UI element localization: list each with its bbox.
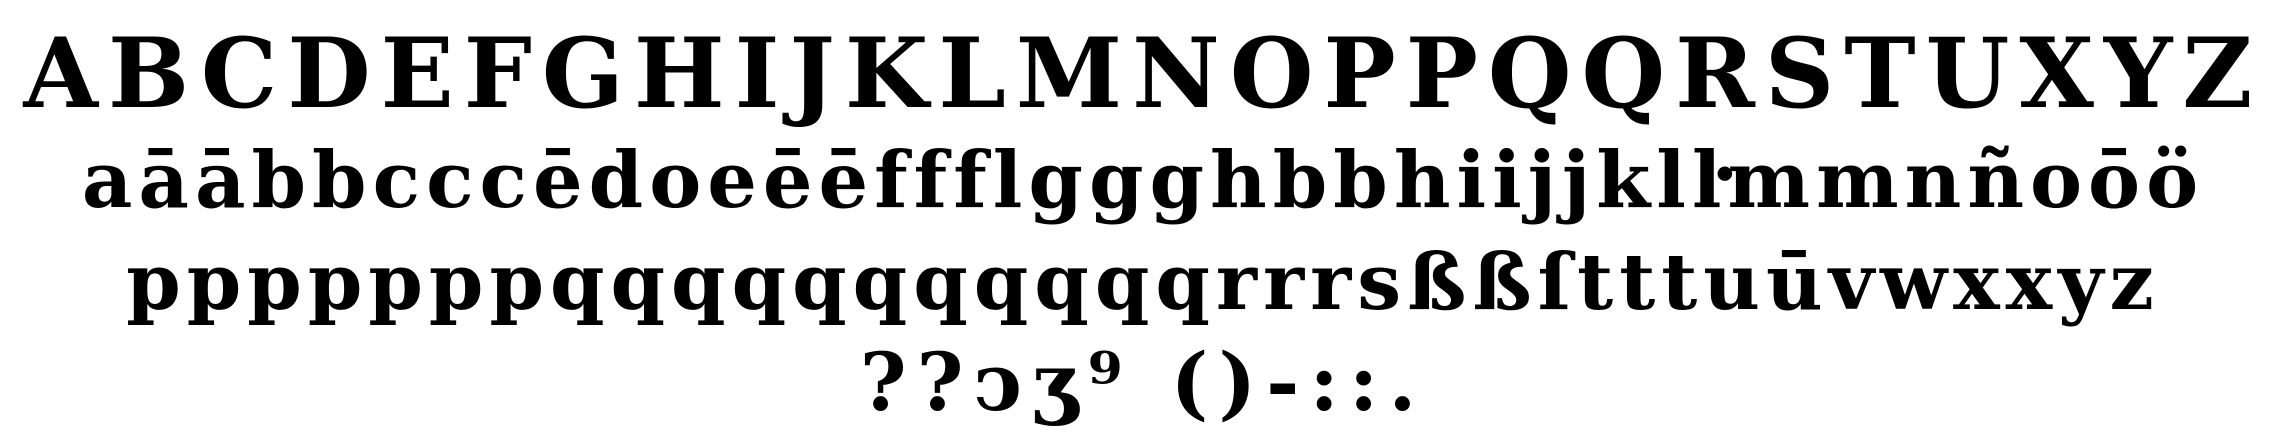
specimen-line-lowercase-p-to-z: pppppppqqqqqqqqqqqrrrsßßſtttuūvwxxyz (126, 237, 2160, 328)
specimen-line-punctuation: ??ↄʒ⁹ ()-::. (859, 335, 1427, 429)
specimen-line-lowercase-a-to-o: aāābbcccēdoeēēffflggghbbhiijjklŀmmnñoōö (81, 135, 2205, 226)
specimen-line-capitals: ABCDEFGHIJKLMNOPPQQRSTUXYZ (23, 17, 2263, 130)
